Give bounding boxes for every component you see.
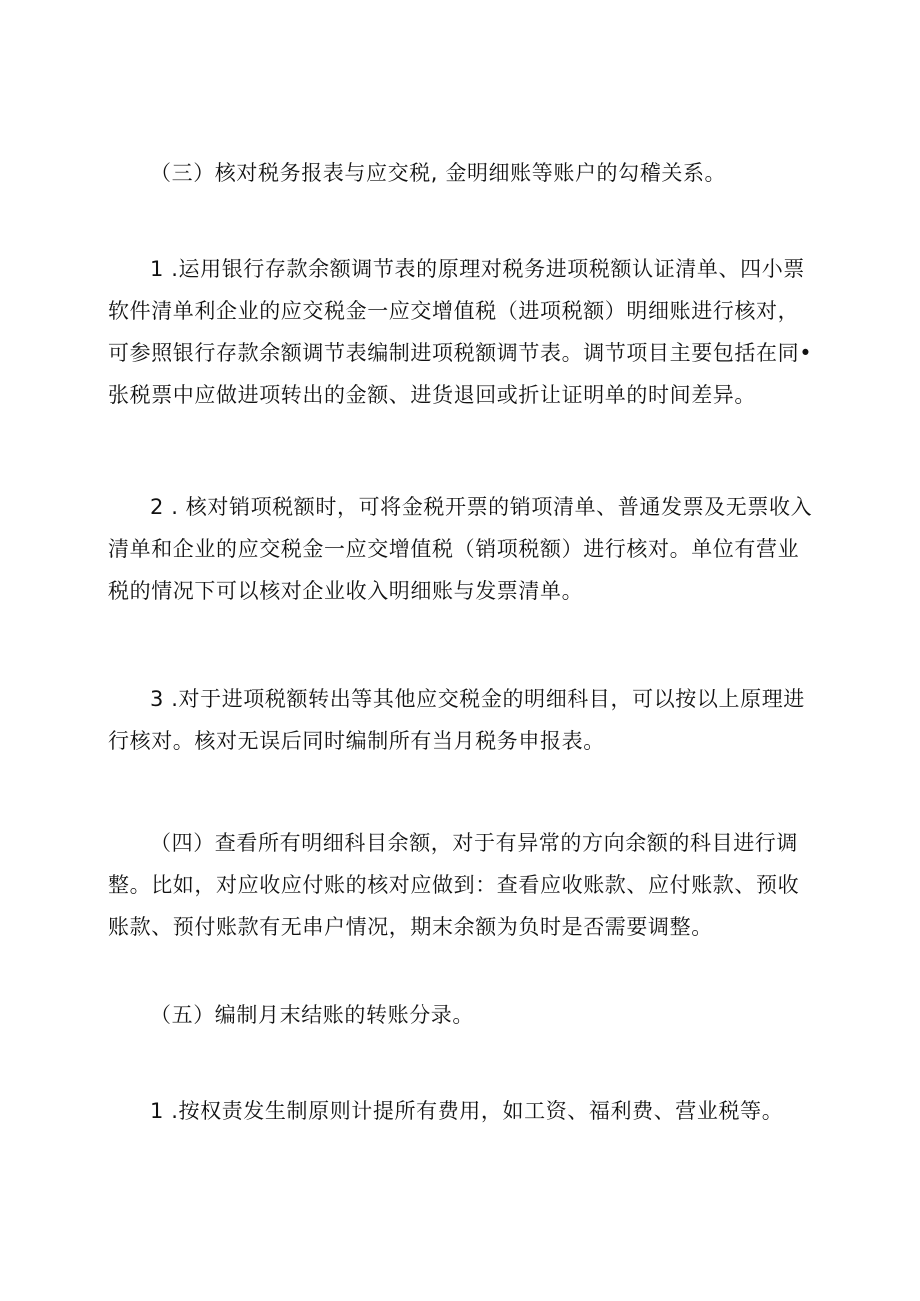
paragraph-section-5-heading xyxy=(108,994,812,1036)
text-line: 1 .运用银行存款余额调节表的原理对税务进项税额认证清单、四小票 xyxy=(150,257,805,281)
text-line: （四）查看所有明细科目余额，对于有异常的方向余额的科目进行调 xyxy=(150,831,798,855)
text-line: 税的情况下可以核对企业收入明细账与发票清单。 xyxy=(108,579,584,603)
paragraph-item-2-output-tax xyxy=(108,486,812,612)
paragraph-item-3-other-tax xyxy=(108,678,812,762)
text-line: 1 .按权责发生制原则计提所有费用，如工资、福利费、营业税等。 xyxy=(150,1099,784,1123)
text-line: （三）核对税务报表与应交税, 金明细账等账户的勾稽关系。 xyxy=(150,161,727,185)
text-line: 整。比如，对应收应付账的核对应做到：查看应收账款、应付账款、预收 xyxy=(108,873,800,897)
text-line: 2 . 核对销项税额时，可将金税开票的销项清单、普通发票及无票收入 xyxy=(150,495,813,519)
text-line: 账款、预付账款有无串户情况，期末余额为负时是否需要调整。 xyxy=(108,915,713,939)
paragraph-item-1-input-tax xyxy=(108,248,812,416)
paragraph-item-1-accrual xyxy=(108,1090,812,1132)
text-line: 张税票中应做进项转出的金额、进货退回或折让证明单的时间差异。 xyxy=(108,383,756,407)
paragraph-section-4-balances xyxy=(108,822,812,948)
text-line: （五）编制月末结账的转账分录。 xyxy=(150,1003,474,1027)
text-line: 软件清单利企业的应交税金一应交增值税（进项税额）明细账进行核对， xyxy=(108,299,800,323)
text-line: 清单和企业的应交税金一应交增值税（销项税额）进行核对。单位有营业 xyxy=(108,537,800,561)
text-line: 3 .对于进项税额转出等其他应交税金的明细科目，可以按以上原理进 xyxy=(150,687,805,711)
text-line: 可参照银行存款余额调节表编制进项税额调节表。调节项目主要包括在同• xyxy=(108,341,813,365)
paragraph-section-3-heading xyxy=(108,152,812,194)
text-line: 行核对。核对无误后同时编制所有当月税务申报表。 xyxy=(108,729,605,753)
